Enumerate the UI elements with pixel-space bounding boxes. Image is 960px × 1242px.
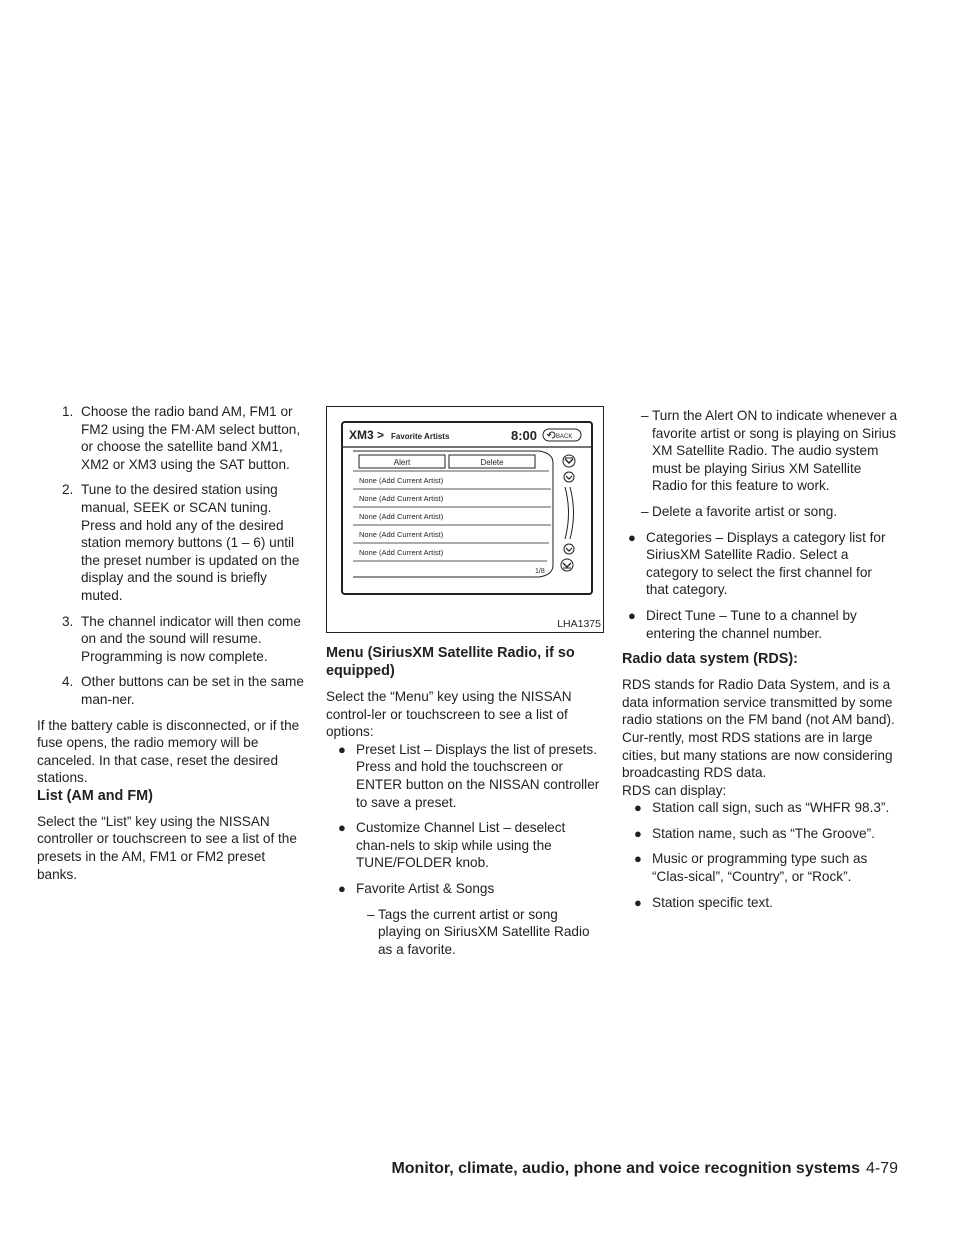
dash-item-alert <box>622 407 898 495</box>
menu-intro: Select the “Menu” key using the NISSAN control-ler or touchscreen to see a list of options: <box>326 689 572 740</box>
bullet-direct-tune <box>622 607 898 642</box>
bullet-text: Station call sign, such as “WHFR 98.3”. <box>652 800 890 816</box>
step-number: 2. <box>62 482 74 498</box>
bullet-icon: ● <box>634 800 642 816</box>
screen-title-band: XM3 > <box>349 428 385 442</box>
screen-drawing <box>343 423 591 593</box>
step-4 <box>37 673 307 708</box>
dash-item-delete <box>622 503 898 521</box>
step-number: 4. <box>62 674 74 690</box>
page-number: 4-79 <box>865 1160 898 1177</box>
bullet-icon: ● <box>634 825 642 841</box>
bullet-icon: ● <box>634 851 642 867</box>
column-2 <box>326 644 602 966</box>
bullet-text: Preset List – Displays the list of presets. Press and hold the touchscreen or ENTER button on the NISSAN controller to save a preset. <box>356 741 600 810</box>
bullet-text: Favorite Artist & Songs <box>356 880 495 896</box>
column-1 <box>37 403 307 883</box>
page-footer <box>391 1160 898 1178</box>
list-row[interactable] <box>353 489 551 503</box>
bullet-rds-text <box>622 894 898 912</box>
page-up-icon[interactable] <box>563 455 575 467</box>
bullet-text: Music or programming type such as “Clas-sical”, “Country”, or “Rock”. <box>652 851 868 885</box>
list-row[interactable] <box>353 507 551 521</box>
dash-icon: – <box>641 408 649 423</box>
dash-text: Delete a favorite artist or song. <box>652 503 838 519</box>
step-number: 3. <box>62 613 74 629</box>
battery-paragraph: If the battery cable is disconnected, or if the fuse opens, the radio memory will be canceled. In that case, reset the desired stations. <box>37 717 300 786</box>
bullet-preset-list <box>326 741 602 811</box>
back-button[interactable] <box>543 429 581 441</box>
figure-favorite-artists <box>326 406 604 633</box>
bullet-text: Categories – Displays a category list for SiriusXM Satellite Radio. Select a category to select the first channel for that category. <box>646 529 886 598</box>
dash-text: Turn the Alert ON to indicate whenever a favorite artist or song is playing on Sirius XM Satellite Radio. The audio system must be playing Sirius XM Satellite Radio for this feature to work. <box>652 408 898 494</box>
bullet-icon: ● <box>634 894 642 910</box>
bullet-rds-call-sign <box>622 799 898 817</box>
list-row[interactable] <box>353 525 551 539</box>
step-number: 1. <box>62 404 74 419</box>
dash-item-tags <box>326 906 602 959</box>
step-1 <box>37 403 307 473</box>
screen-clock: 8:00 <box>511 428 538 443</box>
bullet-text: Station specific text. <box>652 894 773 910</box>
row-label: None (Add Current Artist) <box>359 548 444 557</box>
page-down-icon[interactable] <box>561 559 573 571</box>
step-2 <box>37 481 307 604</box>
bullet-icon: ● <box>628 607 636 623</box>
bullet-categories <box>622 529 898 599</box>
rds-paragraph: RDS stands for Radio Data System, and is a data information service transmitted by some radio stations on the FM band (not AM band). Cur-rently, most RDS stations are in large cities, but many stations are now considering broadcasting RDS data. <box>622 677 895 781</box>
step-text: Other buttons can be set in the same man-ner. <box>81 674 304 707</box>
page-indicator: 1/8 <box>535 568 545 575</box>
bullet-text: Direct Tune – Tune to a channel by entering the channel number. <box>646 607 857 641</box>
step-text: The channel indicator will then come on and the sound will resume. Programming is now complete. <box>81 613 301 664</box>
scroll-down-icon[interactable] <box>564 544 574 554</box>
list-paragraph: Select the “List” key using the NISSAN controller or touchscreen to see a list of the presets in the AM, FM1 or FM2 preset banks. <box>37 813 297 882</box>
footer-section-title: Monitor, climate, audio, phone and voice recognition systems <box>391 1160 860 1177</box>
row-label: None (Add Current Artist) <box>359 476 444 485</box>
dash-icon: – <box>641 503 649 519</box>
row-label: None (Add Current Artist) <box>359 530 444 539</box>
bullet-icon: ● <box>338 741 346 757</box>
rds-heading: Radio data system (RDS): <box>622 651 798 668</box>
bullet-rds-station-name <box>622 825 898 843</box>
bullet-customize <box>326 819 602 872</box>
bullet-rds-music-type <box>622 850 898 885</box>
row-label: None (Add Current Artist) <box>359 512 444 521</box>
step-text: Choose the radio band AM, FM1 or FM2 using the FM·AM select button, or choose the satellite band XM1, XM2 or XM3 using the SAT button. <box>81 404 301 472</box>
bullet-icon: ● <box>338 820 346 836</box>
bullet-text: Customize Channel List – deselect chan-nels to skip while using the TUNE/FOLDER knob. <box>356 820 566 871</box>
bullet-favorite <box>326 880 602 898</box>
bullet-text: Station name, such as “The Groove”. <box>652 825 875 841</box>
step-3 <box>37 613 307 666</box>
dash-text: Tags the current artist or song playing on SiriusXM Satellite Radio as a favorite. <box>378 906 590 957</box>
step-text: Tune to the desired station using manual, SEEK or SCAN tuning. Press and hold any of the desired station memory buttons (1 – 6) until the preset number is updated on the display and the sound is briefly muted. <box>81 482 300 603</box>
dash-icon: – <box>367 906 375 922</box>
alert-label: Alert <box>393 458 411 467</box>
delete-button[interactable] <box>449 455 535 468</box>
rds-can-display: RDS can display: <box>622 782 727 798</box>
column-3 <box>622 407 898 919</box>
list-row[interactable] <box>353 543 549 561</box>
list-heading: List (AM and FM) <box>37 787 153 804</box>
bullet-icon: ● <box>628 529 636 545</box>
back-label: BACK <box>556 434 573 440</box>
bullet-icon: ● <box>338 880 346 896</box>
screen-title-sub: Favorite Artists <box>391 432 450 441</box>
scrollbar[interactable] <box>565 487 574 539</box>
row-label: None (Add Current Artist) <box>359 494 444 503</box>
display-screen <box>341 421 593 595</box>
menu-heading: Menu (SiriusXM Satellite Radio, if so equipped) <box>326 645 575 679</box>
figure-caption: LHA1375 <box>557 618 601 630</box>
scroll-up-icon[interactable] <box>564 472 574 482</box>
alert-button[interactable] <box>359 455 445 468</box>
list-row[interactable] <box>353 471 549 485</box>
delete-label: Delete <box>480 458 504 467</box>
